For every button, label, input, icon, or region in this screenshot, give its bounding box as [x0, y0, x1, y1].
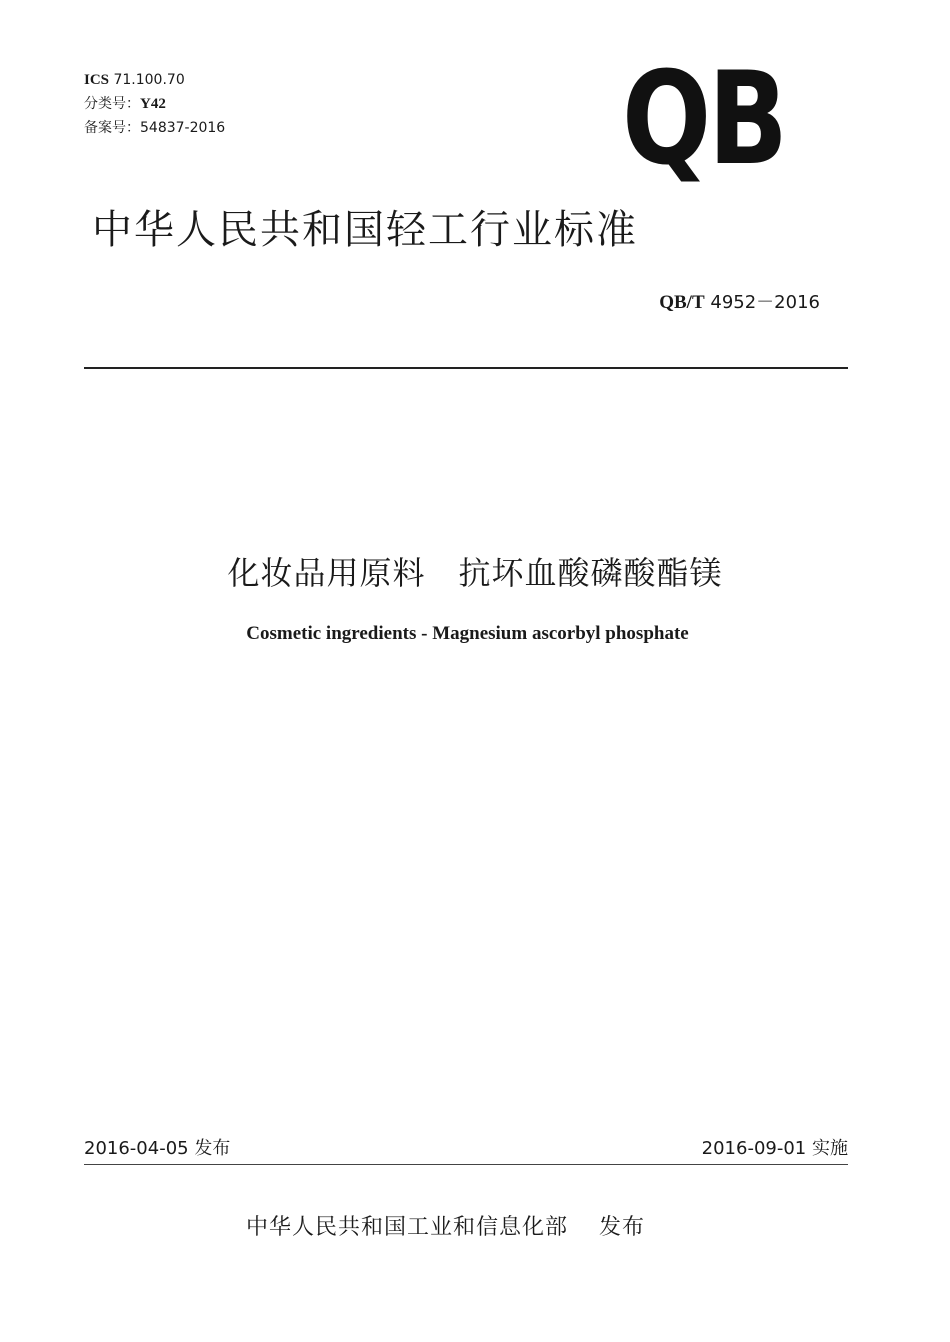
ics-line — [84, 68, 225, 92]
classification-value: Y42 — [140, 96, 166, 112]
ics-label: ICS — [84, 72, 110, 88]
record-label: 备案号： — [84, 120, 140, 136]
record-line — [84, 116, 225, 140]
document-meta — [84, 68, 225, 140]
standard-code — [659, 288, 820, 314]
document-title-zh: 化妆品用原料 抗坏血酸磷酸酯镁 — [227, 554, 723, 592]
classification-line — [84, 92, 225, 116]
publisher: 中华人民共和国工业和信息化部 发布 — [246, 1215, 645, 1240]
standard-code-number: 4952－2016 — [710, 292, 820, 313]
document-title-en: Cosmetic ingredients - Magnesium ascorbyl phosphate — [246, 623, 689, 644]
bottom-divider — [84, 1164, 848, 1165]
standard-title: 中华人民共和国轻工行业标准 — [92, 207, 638, 253]
standard-code-prefix: QB/T — [659, 292, 705, 313]
record-value: 54837-2016 — [140, 120, 226, 136]
qb-logo: QB — [622, 45, 785, 194]
top-divider — [84, 367, 848, 369]
ics-value: 71.100.70 — [113, 72, 185, 88]
implementation-date: 2016-09-01 实施 — [701, 1138, 848, 1159]
classification-label: 分类号： — [84, 96, 140, 112]
issue-date: 2016-04-05 发布 — [84, 1138, 231, 1159]
